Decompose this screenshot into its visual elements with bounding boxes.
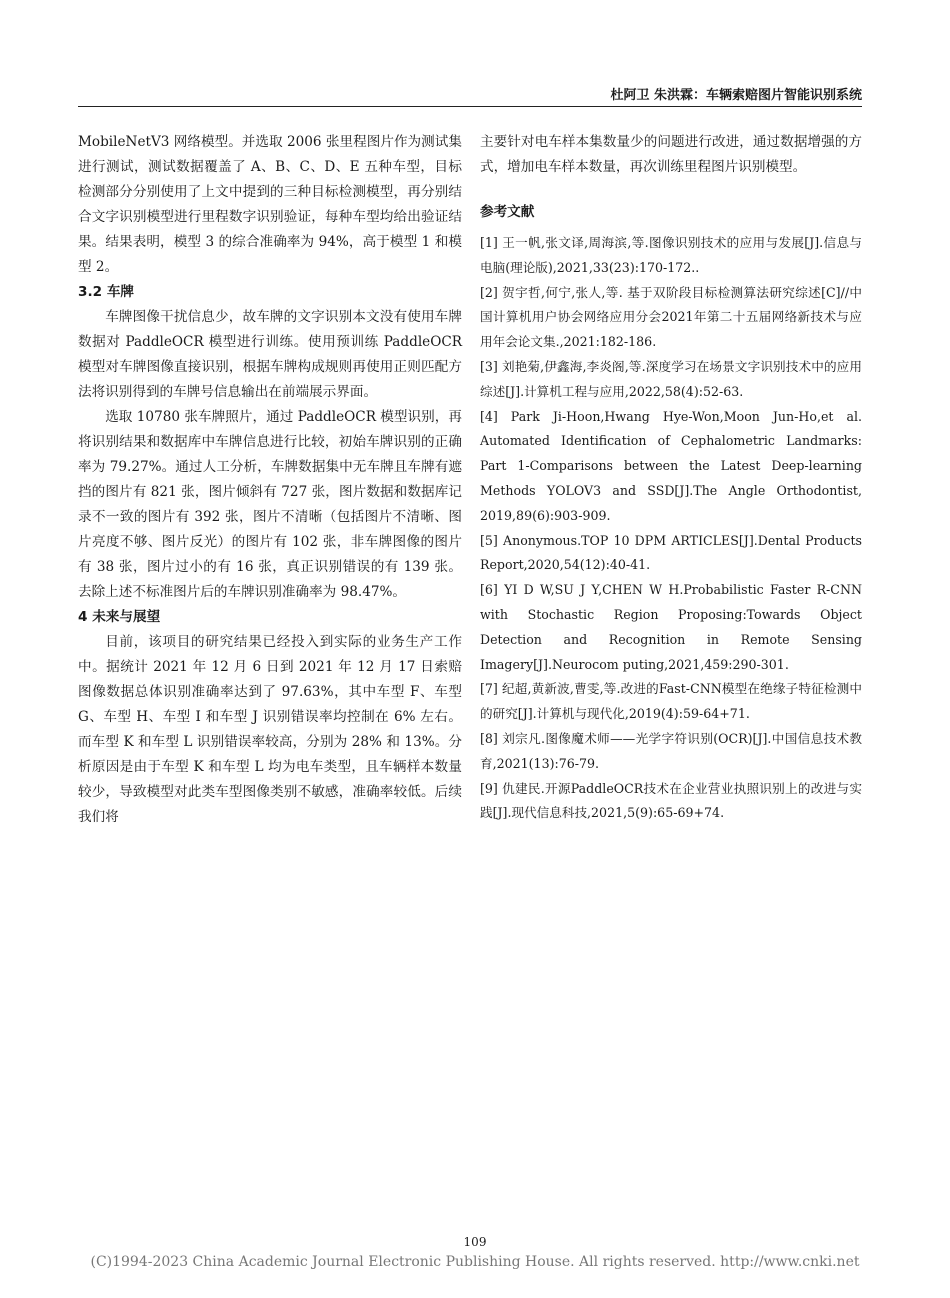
header-rule (78, 106, 862, 107)
section-heading-4: 4 未来与展望 (78, 609, 161, 625)
running-header: 杜阿卫 朱洪霖：车辆索赔图片智能识别系统 (610, 88, 862, 103)
paragraph-outlook: 目前，该项目的研究结果已经投入到实际的业务生产工作中。据统计 2021 年 12 月 6 日到 2021 年 12 月 17 日索赔图像数据总体识别准确率达到了 97.63%，其中车型 F、车型 G、车型 H、车型 I 和车型 J 识别错误率均控制在 6% 左右。而车型 K 和车型 L 识别错误率较高，分别为 28% 和 13%。分析原因是由于车型 K 和车型 L 均为电车类型，且车辆样本数量较少，导致模型对此类车型图像类别不敏感，准确率较低。后续我们将 (78, 634, 462, 825)
right-column (480, 130, 862, 826)
reference-item: [8] 刘宗凡.图像魔术师——光学字符识别(OCR)[J].中国信息技术教育,2021(13):76-79. (480, 730, 862, 771)
reference-item: [7] 纪超,黄新波,曹雯,等.改进的Fast-CNN模型在绝缘子特征检测中的研究[J].计算机与现代化,2019(4):59-64+71. (480, 681, 862, 722)
reference-item: [6] YI D W,SU J Y,CHEN W H.Probabilistic Faster R-CNN with Stochastic Region Proposing:Towards Object Detection and Recognition in Remote Sensing Imagery[J].Neurocom puting,2021,459:290-301. (480, 582, 862, 672)
reference-item: [1] 王一帆,张文译,周海滨,等.图像识别技术的应用与发展[J].信息与电脑(理论版),2021,33(23):170-172.. (480, 235, 862, 275)
reference-item: [5] Anonymous.TOP 10 DPM ARTICLES[J].Dental Products Report,2020,54(12):40-41. (480, 532, 862, 573)
paragraph-plate-results: 选取 10780 张车牌照片，通过 PaddleOCR 模型识别，再将识别结果和数据库中车牌信息进行比较，初始车牌识别的正确率为 79.27%。通过人工分析，车牌数据集中无车牌且车牌有遮挡的图片有 821 张，图片倾斜有 727 张，图片数据和数据库记录不一致的图片有 392 张，图片不清晰（包括图片不清晰、图片亮度不够、图片反光）的图片有 102 张，非车牌图像的图片有 38 张，图片过小的有 16 张，真正识别错误的有 139 张。去除上述不标准图片后的车牌识别准确率为 98.47%。 (78, 409, 462, 600)
reference-item: [9] 仇建民.开源PaddleOCR技术在企业营业执照识别上的改进与实践[J].现代信息科技,2021,5(9):65-69+74. (480, 780, 862, 821)
section-heading-3-2: 3.2 车牌 (78, 284, 135, 300)
copyright-notice: (C)1994-2023 China Academic Journal Electronic Publishing House. All rights reserved. http://www.cnki.net (90, 1254, 860, 1270)
paragraph-plate-method: 车牌图像干扰信息少，故车牌的文字识别本文没有使用车牌数据对 PaddleOCR 模型进行训练。使用预训练 PaddleOCR 模型对车牌图像直接识别，根据车牌构成规则再使用正则匹配方法将识别得到的车牌号信息输出在前端展示界面。 (78, 309, 462, 400)
references-heading: 参考文献 (480, 204, 535, 220)
page-number: 109 (463, 1235, 487, 1249)
paragraph-outlook-continued: 主要针对电车样本集数量少的问题进行改进，通过数据增强的方式，增加电车样本数量，再次训练里程图片识别模型。 (480, 134, 862, 175)
reference-item: [4] Park Ji-Hoon,Hwang Hye-Won,Moon Jun-Ho,et al. Automated Identification of Cephalometric Landmarks: Part 1-Comparisons between the Latest Deep-learning Methods YOLOV3 and SSD[J].The Angle Orthodontist, 2019,89(6):903-909. (480, 408, 862, 523)
reference-item: [3] 刘艳菊,伊鑫海,李炎阁,等.深度学习在场景文字识别技术中的应用综述[J].计算机工程与应用,2022,58(4):52-63. (480, 358, 862, 399)
paragraph-mileage-results: MobileNetV3 网络模型。并选取 2006 张里程图片作为测试集进行测试，测试数据覆盖了 A、B、C、D、E 五种车型，目标检测部分分别使用了上文中提到的三种目标检测模型，再分别结合文字识别模型进行里程数字识别验证，每种车型均给出验证结果。结果表明，模型 3 的综合准确率为 94%，高于模型 1 和模型 2。 (78, 134, 462, 275)
reference-item: [2] 贺宇哲,何宁,张人,等. 基于双阶段目标检测算法研究综述[C]//中国计算机用户协会网络应用分会2021年第二十五届网络新技术与应用年会论文集.,2021:182-186. (480, 284, 862, 350)
left-column (78, 130, 462, 830)
